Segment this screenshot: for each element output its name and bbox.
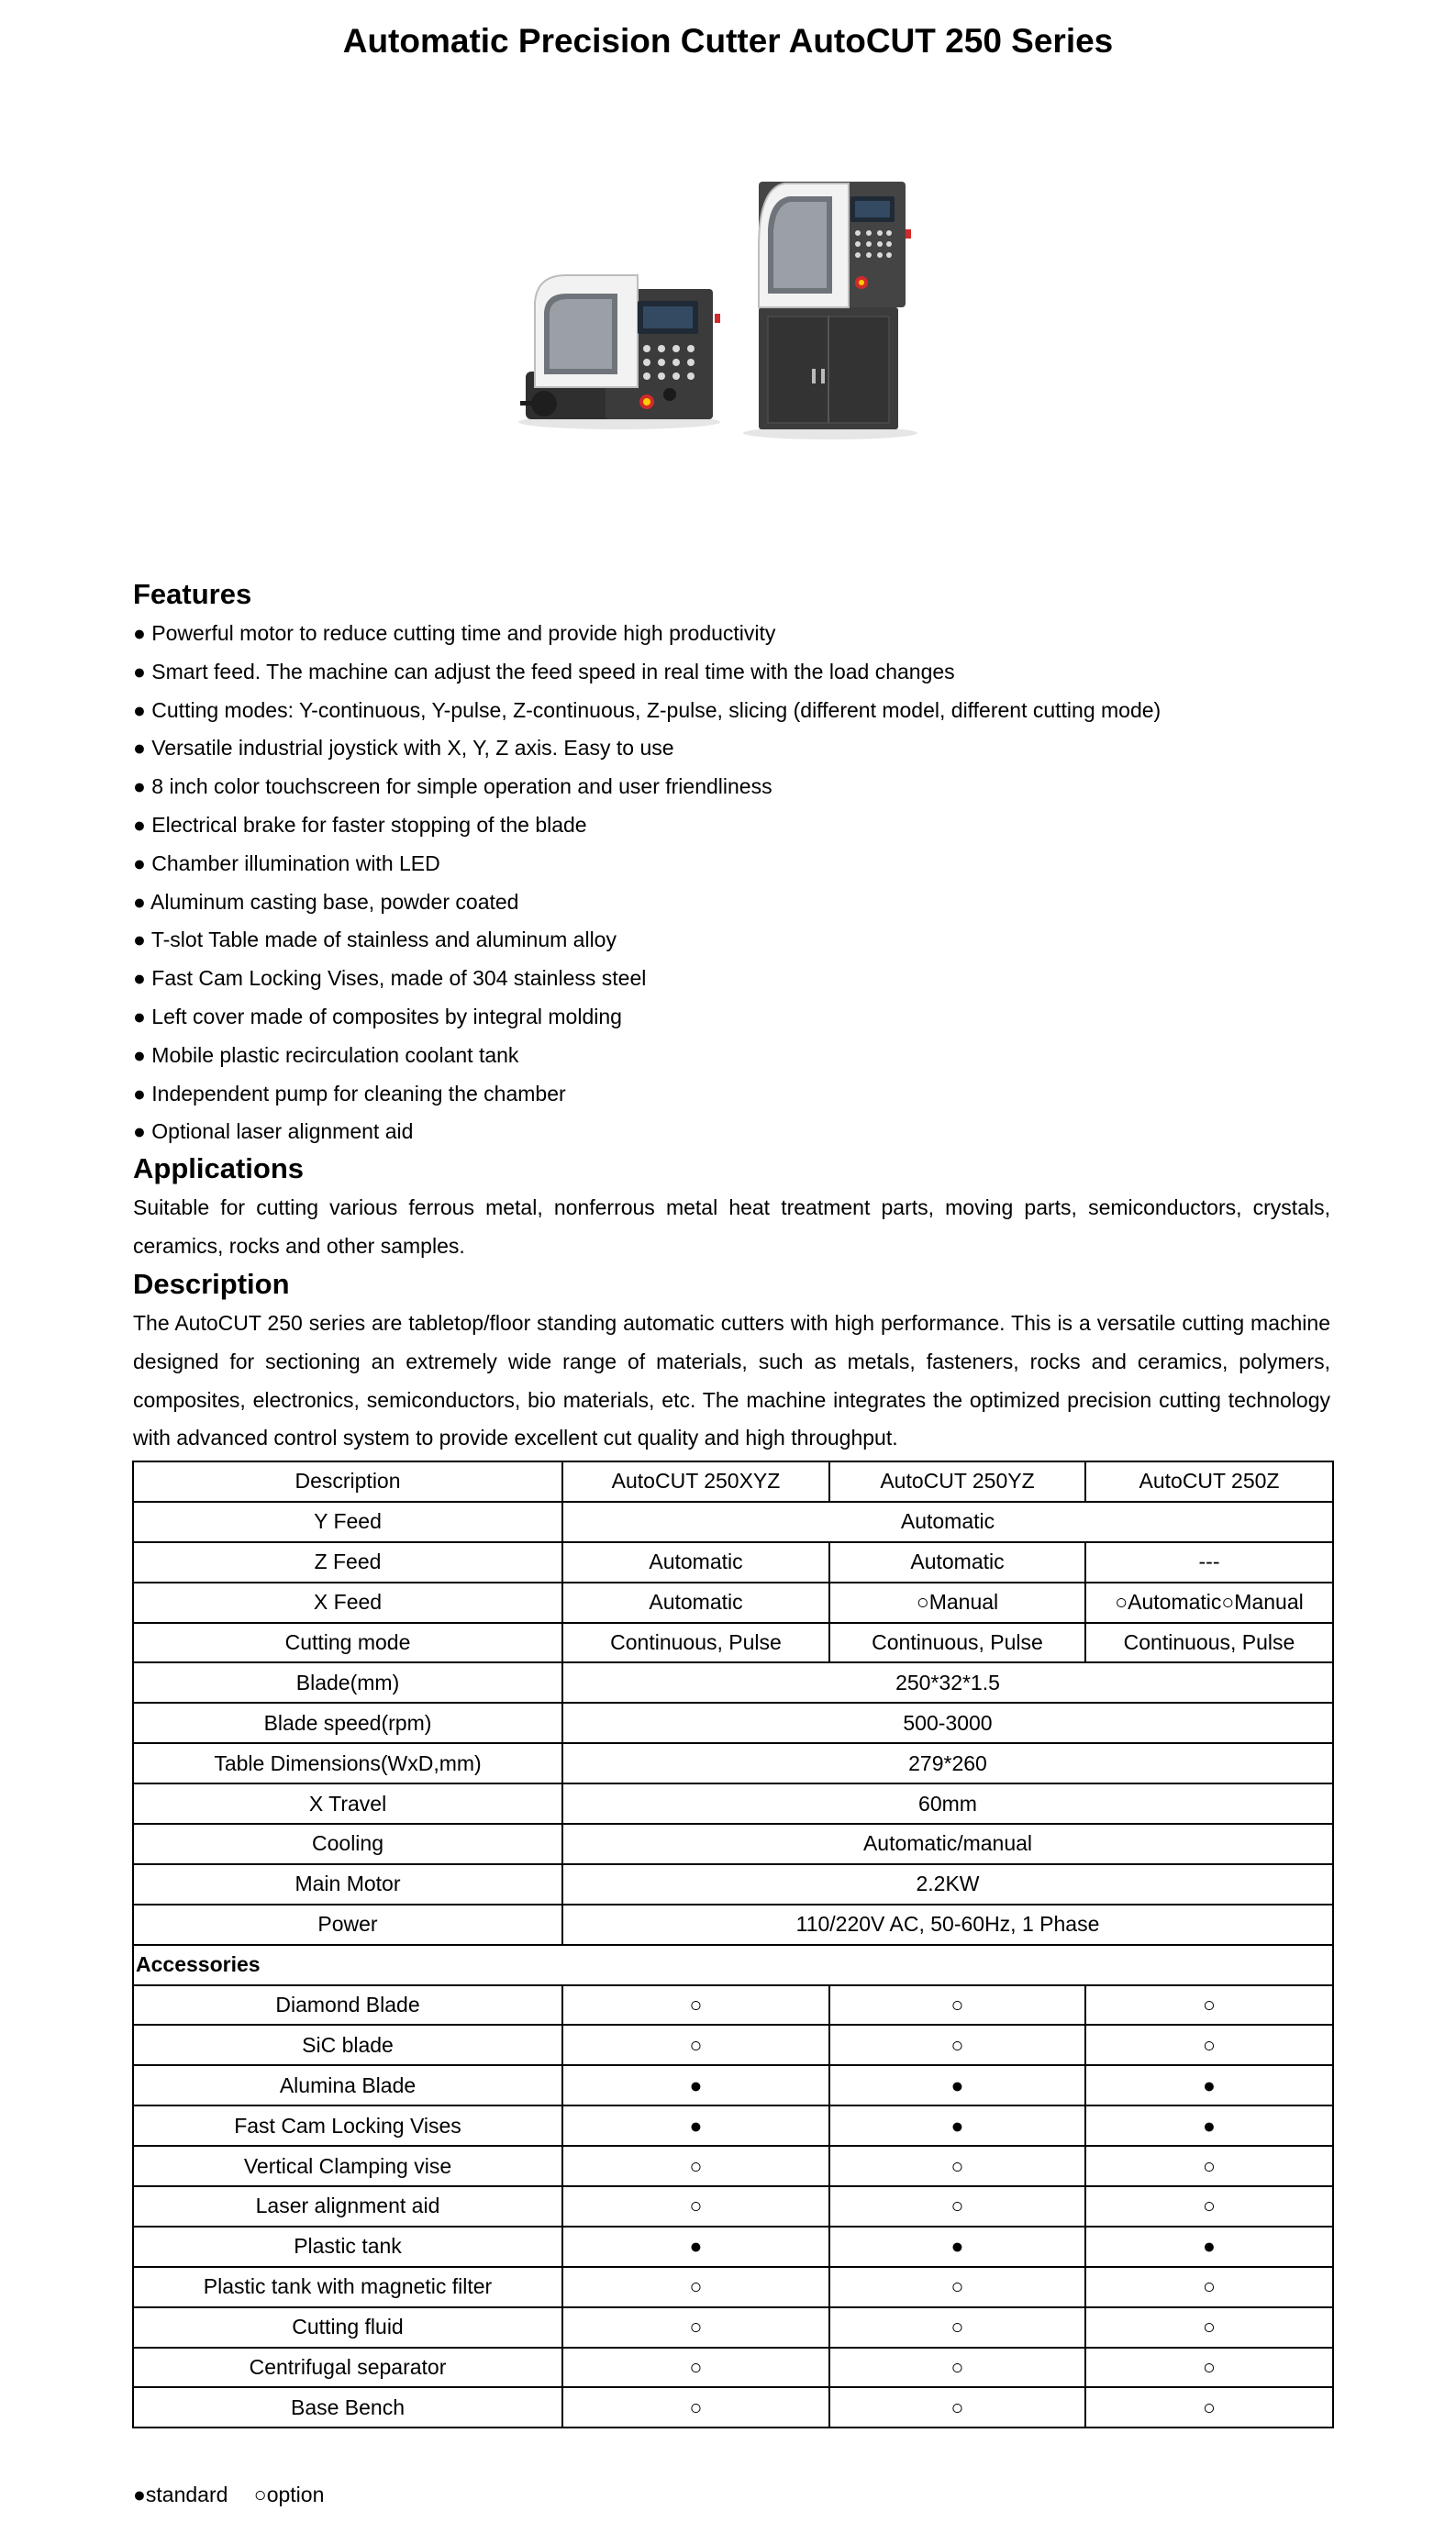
accessory-mark: ○ xyxy=(562,2348,829,2388)
accessory-mark: ○ xyxy=(1085,2146,1333,2186)
accessory-mark: ○ xyxy=(829,2146,1085,2186)
feature-item: ● Chamber illumination with LED xyxy=(133,850,440,875)
accessory-label: Vertical Clamping vise xyxy=(133,2146,562,2186)
feature-item: ● 8 inch color touchscreen for simple operation and user friendliness xyxy=(133,774,772,799)
feature-item: ● Versatile industrial joystick with X, Y, Z axis. Easy to use xyxy=(133,736,674,761)
accessory-mark: ○ xyxy=(562,1985,829,2026)
spec-value: 60mm xyxy=(562,1783,1333,1824)
table-row xyxy=(133,1662,1333,1703)
feature-item: ● Left cover made of composites by integral molding xyxy=(133,1004,622,1028)
feature-item: ● Independent pump for cleaning the chamber xyxy=(133,1081,566,1105)
table-header-cell: AutoCUT 250YZ xyxy=(829,1461,1085,1502)
spec-value: ○Manual xyxy=(829,1583,1085,1623)
table-header-row xyxy=(133,1461,1333,1502)
feature-item: ● Fast Cam Locking Vises, made of 304 stainless steel xyxy=(133,966,647,991)
accessory-label: SiC blade xyxy=(133,2025,562,2065)
feature-item: ● Powerful motor to reduce cutting time and provide high productivity xyxy=(133,621,776,645)
accessory-mark: ○ xyxy=(829,2387,1085,2428)
features-heading: Features xyxy=(133,578,252,610)
accessory-mark: ● xyxy=(829,2065,1085,2105)
spec-label: Z Feed xyxy=(133,1542,562,1583)
table-row xyxy=(133,1985,1333,2026)
feature-item: ● T-slot Table made of stainless and aluminum alloy xyxy=(133,928,617,952)
description-heading: Description xyxy=(133,1268,290,1300)
accessory-mark: ○ xyxy=(829,1985,1085,2026)
accessory-mark: ○ xyxy=(562,2387,829,2428)
applications-heading: Applications xyxy=(133,1152,305,1184)
spec-table xyxy=(132,1461,1334,2428)
spec-label: Cooling xyxy=(133,1824,562,1864)
table-row xyxy=(133,1824,1333,1864)
accessory-mark: ○ xyxy=(1085,2025,1333,2065)
table-header-cell: AutoCUT 250Z xyxy=(1085,1461,1333,1502)
tabletop-cutter-photo xyxy=(518,275,720,429)
spec-label: X Travel xyxy=(133,1783,562,1824)
accessory-label: Alumina Blade xyxy=(133,2065,562,2105)
spec-value: 500-3000 xyxy=(562,1703,1333,1743)
table-row xyxy=(133,1502,1333,1542)
accessory-mark: ○ xyxy=(1085,2348,1333,2388)
accessory-rows xyxy=(133,1985,1333,2428)
accessory-mark: ○ xyxy=(829,2025,1085,2065)
table-row xyxy=(133,1583,1333,1623)
accessory-label: Fast Cam Locking Vises xyxy=(133,2105,562,2146)
legend-standard: ●standard xyxy=(133,2483,228,2506)
table-row xyxy=(133,2227,1333,2267)
spec-value: 2.2KW xyxy=(562,1864,1333,1905)
accessory-mark: ○ xyxy=(829,2348,1085,2388)
accessory-mark: ● xyxy=(1085,2227,1333,2267)
accessories-heading: Accessories xyxy=(133,1945,1333,1985)
accessory-label: Plastic tank xyxy=(133,2227,562,2267)
feature-list xyxy=(133,615,1161,1151)
table-row xyxy=(133,2065,1333,2105)
feature-item: ● Cutting modes: Y-continuous, Y-pulse, Z-continuous, Z-pulse, slicing (different model, different cutting mode) xyxy=(133,697,1161,722)
accessory-label: Base Bench xyxy=(133,2387,562,2428)
accessory-mark: ○ xyxy=(1085,2307,1333,2348)
accessory-mark: ○ xyxy=(1085,2267,1333,2307)
table-row xyxy=(133,2267,1333,2307)
spec-value: Continuous, Pulse xyxy=(829,1623,1085,1663)
table-row xyxy=(133,1542,1333,1583)
accessory-mark: ● xyxy=(1085,2105,1333,2146)
applications-text: Suitable for cutting various ferrous metal, nonferrous metal heat treatment parts, moving parts, semiconductors, crystals, ceramics, rocks and other samples. xyxy=(133,1195,1330,1258)
accessory-label: Laser alignment aid xyxy=(133,2186,562,2227)
accessory-mark: ● xyxy=(562,2105,829,2146)
spec-label: X Feed xyxy=(133,1583,562,1623)
table-row xyxy=(133,2025,1333,2065)
spec-label: Blade speed(rpm) xyxy=(133,1703,562,1743)
table-row xyxy=(133,1905,1333,1945)
table-row xyxy=(133,1703,1333,1743)
accessory-mark: ○ xyxy=(562,2146,829,2186)
accessory-mark: ○ xyxy=(1085,1985,1333,2026)
page-title: Automatic Precision Cutter AutoCUT 250 Series xyxy=(342,22,1114,60)
spec-value: 279*260 xyxy=(562,1743,1333,1783)
table-row xyxy=(133,2105,1333,2146)
feature-item: ● Mobile plastic recirculation coolant tank xyxy=(133,1042,519,1067)
spec-value: Continuous, Pulse xyxy=(1085,1623,1333,1663)
table-row xyxy=(133,1864,1333,1905)
feature-item: ● Optional laser alignment aid xyxy=(133,1119,414,1144)
accessory-mark: ○ xyxy=(829,2186,1085,2227)
accessory-mark: ● xyxy=(1085,2065,1333,2105)
feature-item: ● Aluminum casting base, powder coated xyxy=(133,889,519,914)
accessory-mark: ○ xyxy=(562,2307,829,2348)
spec-value: --- xyxy=(1085,1542,1333,1583)
accessory-mark: ○ xyxy=(829,2267,1085,2307)
accessory-mark: ○ xyxy=(562,2186,829,2227)
table-row xyxy=(133,2387,1333,2428)
accessory-label: Plastic tank with magnetic filter xyxy=(133,2267,562,2307)
floor-standing-cutter-photo xyxy=(743,182,917,439)
table-header-cell: Description xyxy=(133,1461,562,1502)
table-row xyxy=(133,1783,1333,1824)
spec-label: Blade(mm) xyxy=(133,1662,562,1703)
accessory-label: Cutting fluid xyxy=(133,2307,562,2348)
spec-value: Continuous, Pulse xyxy=(562,1623,829,1663)
spec-value: Automatic xyxy=(562,1542,829,1583)
accessory-mark: ● xyxy=(562,2227,829,2267)
table-row xyxy=(133,1743,1333,1783)
spec-value: 110/220V AC, 50-60Hz, 1 Phase xyxy=(562,1905,1333,1945)
spec-value: Automatic xyxy=(829,1542,1085,1583)
spec-value: ○Automatic○Manual xyxy=(1085,1583,1333,1623)
table-row xyxy=(133,2307,1333,2348)
description-text: The AutoCUT 250 series are tabletop/floor standing automatic cutters with high performance. This is a versatile cutting machine designed for sectioning an extremely wide range of materials, such as metals, fasteners, rocks and ceramics, polymers, composites, electronics, semiconductors, bio materials, etc. The machine integrates the optimized precision cutting technology with advanced control system to provide excellent cut quality and high throughput. xyxy=(133,1311,1330,1450)
accessory-label: Centrifugal separator xyxy=(133,2348,562,2388)
table-header-cell: AutoCUT 250XYZ xyxy=(562,1461,829,1502)
feature-item: ● Smart feed. The machine can adjust the feed speed in real time with the load changes xyxy=(133,659,955,683)
table-row xyxy=(133,2348,1333,2388)
spec-label: Y Feed xyxy=(133,1502,562,1542)
spec-label: Power xyxy=(133,1905,562,1945)
spec-label: Main Motor xyxy=(133,1864,562,1905)
spec-value: Automatic xyxy=(562,1502,1333,1542)
accessory-mark: ● xyxy=(562,2065,829,2105)
table-row xyxy=(133,1623,1333,1663)
accessory-mark: ○ xyxy=(829,2307,1085,2348)
spec-value: Automatic/manual xyxy=(562,1824,1333,1864)
product-photos xyxy=(509,174,931,450)
legend-option: ○option xyxy=(253,2483,325,2506)
table-row xyxy=(133,2186,1333,2227)
spec-label: Table Dimensions(WxD,mm) xyxy=(133,1743,562,1783)
accessory-mark: ○ xyxy=(1085,2387,1333,2428)
accessory-mark: ● xyxy=(829,2227,1085,2267)
accessory-mark: ○ xyxy=(1085,2186,1333,2227)
feature-item: ● Electrical brake for faster stopping of the blade xyxy=(133,812,587,837)
spec-label: Cutting mode xyxy=(133,1623,562,1663)
accessory-mark: ● xyxy=(829,2105,1085,2146)
spec-value: 250*32*1.5 xyxy=(562,1662,1333,1703)
table-row xyxy=(133,2146,1333,2186)
accessory-label: Diamond Blade xyxy=(133,1985,562,2026)
legend xyxy=(133,2479,344,2510)
spec-value: Automatic xyxy=(562,1583,829,1623)
accessories-heading-row xyxy=(133,1945,1333,1985)
accessory-mark: ○ xyxy=(562,2267,829,2307)
accessory-mark: ○ xyxy=(562,2025,829,2065)
